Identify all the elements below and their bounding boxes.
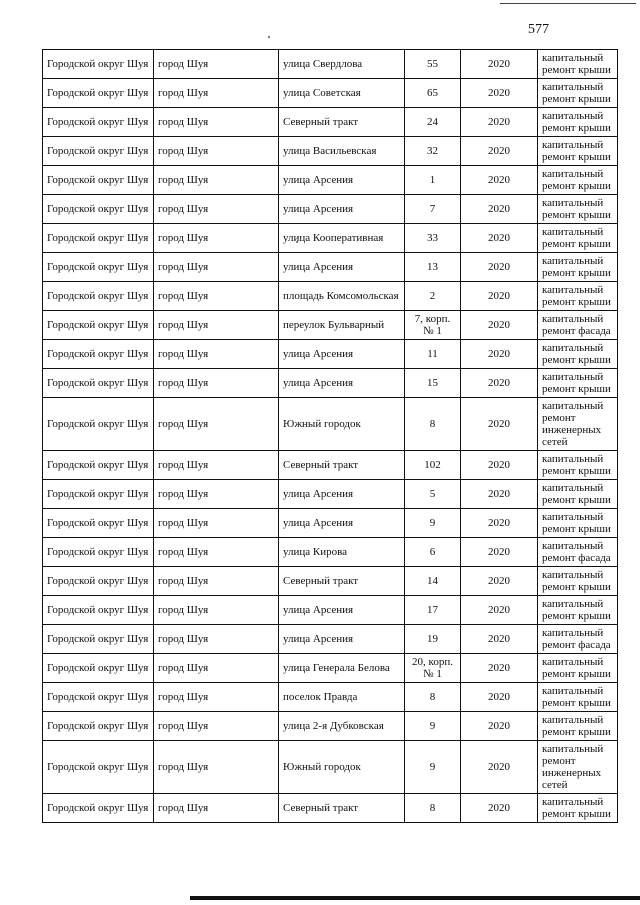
work-type-cell: капитальный ремонт крыши (538, 480, 618, 509)
table-body (43, 50, 618, 823)
district-cell: Городской округ Шуя (43, 538, 154, 567)
table-row (43, 451, 618, 480)
table-row (43, 50, 618, 79)
street-cell: улица Советская (279, 79, 405, 108)
district-cell: Городской округ Шуя (43, 509, 154, 538)
table-row (43, 108, 618, 137)
street-cell: улица Кооперативная (279, 224, 405, 253)
city-cell: город Шуя (154, 137, 279, 166)
table-row (43, 137, 618, 166)
district-cell: Городской округ Шуя (43, 340, 154, 369)
year-cell: 2020 (461, 567, 538, 596)
district-cell: Городской округ Шуя (43, 794, 154, 823)
district-cell: Городской округ Шуя (43, 137, 154, 166)
city-cell: город Шуя (154, 108, 279, 137)
house-number-cell: 8 (405, 398, 461, 451)
city-cell: город Шуя (154, 480, 279, 509)
work-type-cell: капитальный ремонт крыши (538, 195, 618, 224)
work-type-cell: капитальный ремонт крыши (538, 340, 618, 369)
city-cell: город Шуя (154, 451, 279, 480)
district-cell: Городской округ Шуя (43, 311, 154, 340)
street-cell: улица Арсения (279, 340, 405, 369)
street-cell: переулок Бульварный (279, 311, 405, 340)
year-cell: 2020 (461, 195, 538, 224)
work-type-cell: капитальный ремонт крыши (538, 108, 618, 137)
city-cell: город Шуя (154, 794, 279, 823)
work-type-cell: капитальный ремонт крыши (538, 683, 618, 712)
street-cell: Южный городок (279, 398, 405, 451)
year-cell: 2020 (461, 654, 538, 683)
table-row (43, 282, 618, 311)
street-cell: улица Арсения (279, 195, 405, 224)
house-number-cell: 33 (405, 224, 461, 253)
district-cell: Городской округ Шуя (43, 683, 154, 712)
work-type-cell: капитальный ремонт крыши (538, 50, 618, 79)
city-cell: город Шуя (154, 741, 279, 794)
bottom-rule (190, 896, 640, 900)
street-cell: улица Арсения (279, 509, 405, 538)
house-number-cell: 15 (405, 369, 461, 398)
city-cell: город Шуя (154, 596, 279, 625)
table-row (43, 509, 618, 538)
year-cell: 2020 (461, 137, 538, 166)
page-number: 577 (528, 22, 549, 37)
street-cell: улица Арсения (279, 253, 405, 282)
city-cell: город Шуя (154, 712, 279, 741)
house-number-cell: 8 (405, 683, 461, 712)
city-cell: город Шуя (154, 625, 279, 654)
year-cell: 2020 (461, 166, 538, 195)
table-row (43, 398, 618, 451)
table-row (43, 538, 618, 567)
district-cell: Городской округ Шуя (43, 654, 154, 683)
table-row (43, 195, 618, 224)
work-type-cell: капитальный ремонт фасада (538, 625, 618, 654)
city-cell: город Шуя (154, 567, 279, 596)
table-row (43, 369, 618, 398)
district-cell: Городской округ Шуя (43, 195, 154, 224)
street-cell: Южный городок (279, 741, 405, 794)
city-cell: город Шуя (154, 654, 279, 683)
street-cell: улица Генерала Белова (279, 654, 405, 683)
table-row (43, 741, 618, 794)
district-cell: Городской округ Шуя (43, 369, 154, 398)
city-cell: город Шуя (154, 311, 279, 340)
house-number-cell: 5 (405, 480, 461, 509)
table-row (43, 224, 618, 253)
table-row (43, 712, 618, 741)
work-type-cell: капитальный ремонт крыши (538, 509, 618, 538)
city-cell: город Шуя (154, 50, 279, 79)
year-cell: 2020 (461, 794, 538, 823)
house-number-cell: 24 (405, 108, 461, 137)
house-number-cell: 1 (405, 166, 461, 195)
house-number-cell: 14 (405, 567, 461, 596)
table-row (43, 794, 618, 823)
street-cell: улица Арсения (279, 480, 405, 509)
house-number-cell: 9 (405, 509, 461, 538)
district-cell: Городской округ Шуя (43, 712, 154, 741)
street-cell: улица 2-я Дубковская (279, 712, 405, 741)
work-type-cell: капитальный ремонт инженерных сетей (538, 398, 618, 451)
housing-repair-table (42, 49, 618, 823)
district-cell: Городской округ Шуя (43, 741, 154, 794)
house-number-cell: 17 (405, 596, 461, 625)
year-cell: 2020 (461, 538, 538, 567)
street-cell: поселок Правда (279, 683, 405, 712)
year-cell: 2020 (461, 398, 538, 451)
year-cell: 2020 (461, 253, 538, 282)
district-cell: Городской округ Шуя (43, 108, 154, 137)
table-row (43, 311, 618, 340)
district-cell: Городской округ Шуя (43, 224, 154, 253)
year-cell: 2020 (461, 480, 538, 509)
district-cell: Городской округ Шуя (43, 480, 154, 509)
street-cell: Северный тракт (279, 108, 405, 137)
house-number-cell: 6 (405, 538, 461, 567)
work-type-cell: капитальный ремонт крыши (538, 79, 618, 108)
street-cell: Северный тракт (279, 567, 405, 596)
district-cell: Городской округ Шуя (43, 398, 154, 451)
scan-speck (268, 36, 270, 38)
house-number-cell: 7, корп. № 1 (405, 311, 461, 340)
year-cell: 2020 (461, 224, 538, 253)
work-type-cell: капитальный ремонт крыши (538, 369, 618, 398)
year-cell: 2020 (461, 108, 538, 137)
city-cell: город Шуя (154, 195, 279, 224)
street-cell: улица Свердлова (279, 50, 405, 79)
table-row (43, 79, 618, 108)
house-number-cell: 20, корп. № 1 (405, 654, 461, 683)
city-cell: город Шуя (154, 166, 279, 195)
table-row (43, 683, 618, 712)
work-type-cell: капитальный ремонт крыши (538, 567, 618, 596)
city-cell: город Шуя (154, 369, 279, 398)
city-cell: город Шуя (154, 224, 279, 253)
table-row (43, 340, 618, 369)
city-cell: город Шуя (154, 79, 279, 108)
street-cell: улица Арсения (279, 596, 405, 625)
year-cell: 2020 (461, 311, 538, 340)
year-cell: 2020 (461, 683, 538, 712)
house-number-cell: 13 (405, 253, 461, 282)
year-cell: 2020 (461, 625, 538, 654)
street-cell: улица Арсения (279, 166, 405, 195)
work-type-cell: капитальный ремонт крыши (538, 654, 618, 683)
street-cell: Северный тракт (279, 451, 405, 480)
district-cell: Городской округ Шуя (43, 451, 154, 480)
house-number-cell: 19 (405, 625, 461, 654)
house-number-cell: 8 (405, 794, 461, 823)
district-cell: Городской округ Шуя (43, 282, 154, 311)
house-number-cell: 7 (405, 195, 461, 224)
house-number-cell: 9 (405, 741, 461, 794)
work-type-cell: капитальный ремонт крыши (538, 137, 618, 166)
district-cell: Городской округ Шуя (43, 567, 154, 596)
city-cell: город Шуя (154, 538, 279, 567)
table-row (43, 625, 618, 654)
year-cell: 2020 (461, 282, 538, 311)
district-cell: Городской округ Шуя (43, 253, 154, 282)
year-cell: 2020 (461, 712, 538, 741)
work-type-cell: капитальный ремонт крыши (538, 451, 618, 480)
work-type-cell: капитальный ремонт крыши (538, 596, 618, 625)
district-cell: Городской округ Шуя (43, 166, 154, 195)
street-cell: улица Васильевская (279, 137, 405, 166)
year-cell: 2020 (461, 340, 538, 369)
house-number-cell: 102 (405, 451, 461, 480)
city-cell: город Шуя (154, 509, 279, 538)
city-cell: город Шуя (154, 340, 279, 369)
work-type-cell: капитальный ремонт крыши (538, 166, 618, 195)
year-cell: 2020 (461, 596, 538, 625)
house-number-cell: 2 (405, 282, 461, 311)
table-row (43, 567, 618, 596)
street-cell: улица Арсения (279, 369, 405, 398)
city-cell: город Шуя (154, 398, 279, 451)
table-row (43, 654, 618, 683)
district-cell: Городской округ Шуя (43, 50, 154, 79)
year-cell: 2020 (461, 369, 538, 398)
street-cell: Северный тракт (279, 794, 405, 823)
work-type-cell: капитальный ремонт фасада (538, 311, 618, 340)
house-number-cell: 55 (405, 50, 461, 79)
table-row (43, 166, 618, 195)
year-cell: 2020 (461, 509, 538, 538)
house-number-cell: 11 (405, 340, 461, 369)
city-cell: город Шуя (154, 253, 279, 282)
house-number-cell: 65 (405, 79, 461, 108)
street-cell: улица Арсения (279, 625, 405, 654)
district-cell: Городской округ Шуя (43, 596, 154, 625)
work-type-cell: капитальный ремонт крыши (538, 224, 618, 253)
city-cell: город Шуя (154, 683, 279, 712)
house-number-cell: 32 (405, 137, 461, 166)
district-cell: Городской округ Шуя (43, 79, 154, 108)
district-cell: Городской округ Шуя (43, 625, 154, 654)
table-row (43, 253, 618, 282)
street-cell: улица Кирова (279, 538, 405, 567)
work-type-cell: капитальный ремонт крыши (538, 282, 618, 311)
street-cell: площадь Комсомольская (279, 282, 405, 311)
work-type-cell: капитальный ремонт фасада (538, 538, 618, 567)
work-type-cell: капитальный ремонт инженерных сетей (538, 741, 618, 794)
year-cell: 2020 (461, 79, 538, 108)
table-row (43, 480, 618, 509)
city-cell: город Шуя (154, 282, 279, 311)
table-row (43, 596, 618, 625)
top-rule (500, 3, 636, 4)
work-type-cell: капитальный ремонт крыши (538, 794, 618, 823)
year-cell: 2020 (461, 741, 538, 794)
work-type-cell: капитальный ремонт крыши (538, 253, 618, 282)
year-cell: 2020 (461, 50, 538, 79)
year-cell: 2020 (461, 451, 538, 480)
work-type-cell: капитальный ремонт крыши (538, 712, 618, 741)
house-number-cell: 9 (405, 712, 461, 741)
